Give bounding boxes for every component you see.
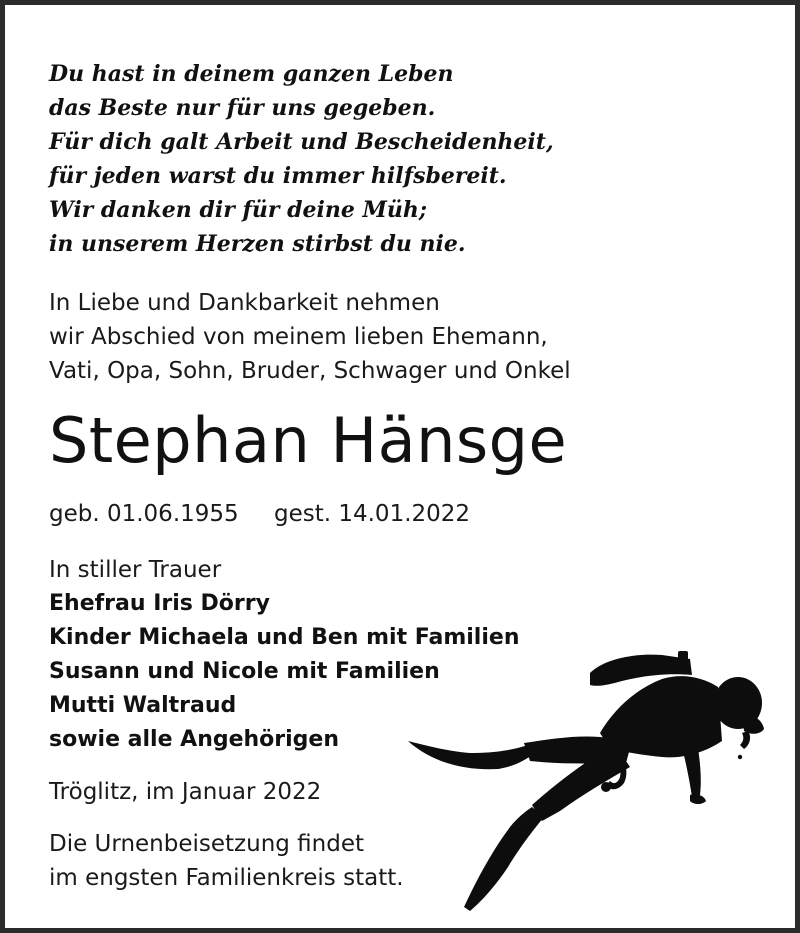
- burial-line: Die Urnenbeisetzung findet: [49, 831, 365, 857]
- burial-note: [49, 827, 404, 895]
- scuba-diver-silhouette-icon: [400, 645, 770, 915]
- burial-line: im engsten Familienkreis statt.: [49, 865, 404, 891]
- poem-line: das Beste nur für uns gegeben.: [49, 95, 436, 121]
- mourner-entry: Susann und Nicole mit Familien: [49, 659, 440, 684]
- farewell-intro: [49, 286, 571, 388]
- life-dates: [49, 497, 470, 531]
- mourning-lead: In stiller Trauer: [49, 557, 222, 583]
- mourner-entry: Kinder Michaela und Ben mit Familien: [49, 625, 520, 650]
- memorial-poem: [49, 57, 554, 261]
- deceased-name: Stephan Hänsge: [49, 404, 568, 477]
- intro-line: Vati, Opa, Sohn, Bruder, Schwager und Onkel: [49, 358, 571, 384]
- mourner-entry: Ehefrau Iris Dörry: [49, 591, 270, 616]
- death-date: gest. 14.01.2022: [273, 501, 471, 527]
- intro-line: wir Abschied von meinem lieben Ehemann,: [49, 324, 548, 350]
- mourner-entry: Mutti Waltraud: [49, 693, 237, 718]
- poem-line: Für dich galt Arbeit und Bescheidenheit,: [49, 129, 554, 155]
- poem-line: Du hast in deinem ganzen Leben: [49, 61, 454, 87]
- poem-line: Wir danken dir für deine Müh;: [49, 197, 428, 223]
- mourner-entry: sowie alle Angehörigen: [49, 727, 340, 752]
- poem-line: in unserem Herzen stirbst du nie.: [49, 231, 466, 257]
- poem-line: für jeden warst du immer hilfsbereit.: [49, 163, 507, 189]
- place-and-date: Tröglitz, im Januar 2022: [49, 779, 322, 805]
- birth-date: geb. 01.06.1955: [49, 501, 239, 527]
- intro-line: In Liebe und Dankbarkeit nehmen: [49, 290, 440, 316]
